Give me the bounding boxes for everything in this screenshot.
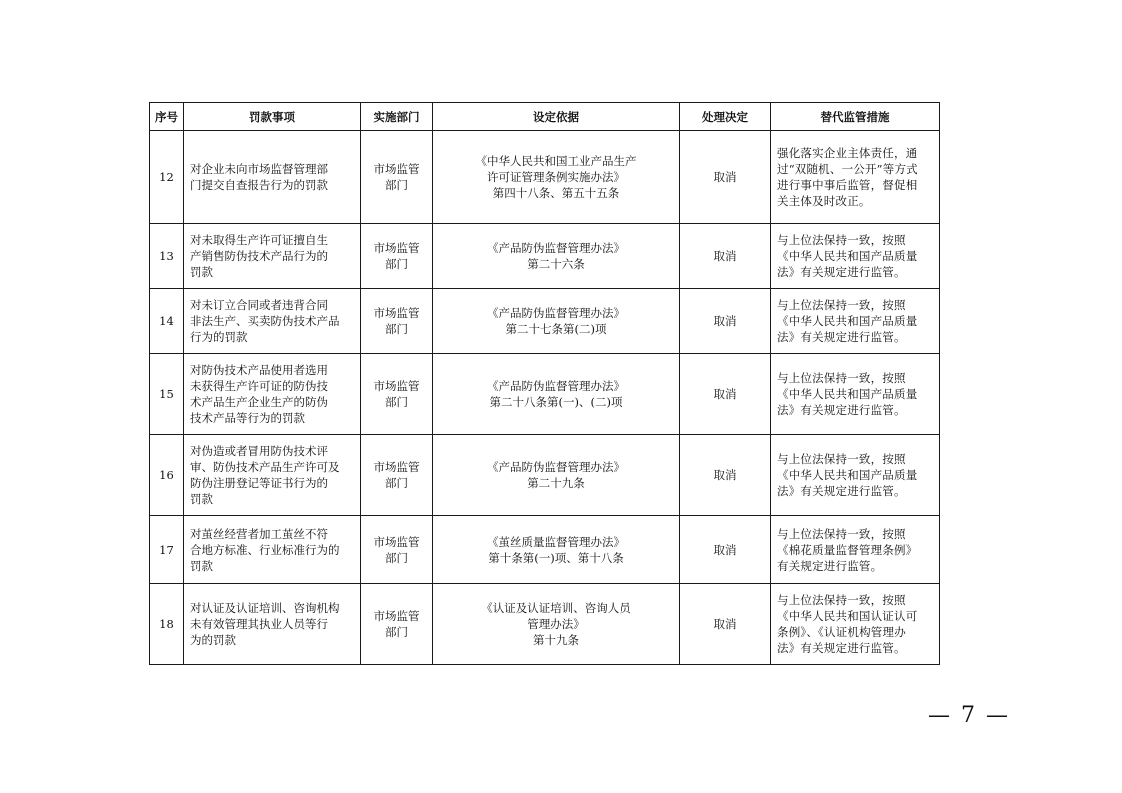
penalty-item: 对伪造或者冒用防伪技术评 审、防伪技术产品生产许可及 防伪注册登记等证书行为的 罚款 bbox=[184, 435, 361, 516]
table-row bbox=[150, 131, 940, 224]
table-row bbox=[150, 289, 940, 354]
table-row bbox=[150, 354, 940, 435]
department: 市场监管 部门 bbox=[361, 289, 433, 354]
penalty-table bbox=[149, 102, 940, 665]
legal-basis: 《产品防伪监督管理办法》 第二十六条 bbox=[433, 224, 680, 289]
header-decision: 处理决定 bbox=[680, 103, 771, 131]
page-number: — 7 — bbox=[928, 703, 1010, 728]
penalty-item: 对认证及认证培训、咨询机构 未有效管理其执业人员等行 为的罚款 bbox=[184, 584, 361, 665]
row-number: 12 bbox=[150, 131, 184, 224]
header-no: 序号 bbox=[150, 103, 184, 131]
alternative-measure: 与上位法保持一致，按照 《中华人民共和国产品质量 法》有关规定进行监管。 bbox=[771, 354, 940, 435]
department: 市场监管 部门 bbox=[361, 584, 433, 665]
decision: 取消 bbox=[680, 354, 771, 435]
decision: 取消 bbox=[680, 224, 771, 289]
decision: 取消 bbox=[680, 516, 771, 584]
department: 市场监管 部门 bbox=[361, 354, 433, 435]
decision: 取消 bbox=[680, 289, 771, 354]
legal-basis: 《产品防伪监督管理办法》 第二十七条第(二)项 bbox=[433, 289, 680, 354]
header-dept: 实施部门 bbox=[361, 103, 433, 131]
row-number: 13 bbox=[150, 224, 184, 289]
row-number: 15 bbox=[150, 354, 184, 435]
legal-basis: 《茧丝质量监督管理办法》 第十条第(一)项、第十八条 bbox=[433, 516, 680, 584]
alternative-measure: 与上位法保持一致，按照 《中华人民共和国认证认可 条例》、《认证机构管理办 法》有关规定进行监管。 bbox=[771, 584, 940, 665]
table-row bbox=[150, 516, 940, 584]
legal-basis: 《产品防伪监督管理办法》 第二十九条 bbox=[433, 435, 680, 516]
legal-basis: 《产品防伪监督管理办法》 第二十八条第(一)、(二)项 bbox=[433, 354, 680, 435]
department: 市场监管 部门 bbox=[361, 435, 433, 516]
department: 市场监管 部门 bbox=[361, 516, 433, 584]
row-number: 16 bbox=[150, 435, 184, 516]
table-header-row bbox=[150, 103, 940, 131]
alternative-measure: 强化落实企业主体责任，通 过“双随机、一公开”等方式 进行事中事后监管，督促相 关主体及时改正。 bbox=[771, 131, 940, 224]
row-number: 18 bbox=[150, 584, 184, 665]
alternative-measure: 与上位法保持一致，按照 《中华人民共和国产品质量 法》有关规定进行监管。 bbox=[771, 435, 940, 516]
penalty-item: 对未订立合同或者违背合同 非法生产、买卖防伪技术产品 行为的罚款 bbox=[184, 289, 361, 354]
header-item: 罚款事项 bbox=[184, 103, 361, 131]
decision: 取消 bbox=[680, 435, 771, 516]
alternative-measure: 与上位法保持一致，按照 《中华人民共和国产品质量 法》有关规定进行监管。 bbox=[771, 224, 940, 289]
table-row bbox=[150, 435, 940, 516]
legal-basis: 《中华人民共和国工业产品生产 许可证管理条例实施办法》 第四十八条、第五十五条 bbox=[433, 131, 680, 224]
decision: 取消 bbox=[680, 131, 771, 224]
header-basis: 设定依据 bbox=[433, 103, 680, 131]
penalty-item: 对未取得生产许可证擅自生 产销售防伪技术产品行为的 罚款 bbox=[184, 224, 361, 289]
alternative-measure: 与上位法保持一致，按照 《中华人民共和国产品质量 法》有关规定进行监管。 bbox=[771, 289, 940, 354]
penalty-item: 对企业未向市场监督管理部 门提交自查报告行为的罚款 bbox=[184, 131, 361, 224]
row-number: 14 bbox=[150, 289, 184, 354]
decision: 取消 bbox=[680, 584, 771, 665]
penalty-item: 对防伪技术产品使用者选用 未获得生产许可证的防伪技 术产品生产企业生产的防伪 技术产品等行为的罚款 bbox=[184, 354, 361, 435]
department: 市场监管 部门 bbox=[361, 131, 433, 224]
header-alternative: 替代监管措施 bbox=[771, 103, 940, 131]
row-number: 17 bbox=[150, 516, 184, 584]
department: 市场监管 部门 bbox=[361, 224, 433, 289]
penalty-item: 对茧丝经营者加工茧丝不符 合地方标准、行业标准行为的 罚款 bbox=[184, 516, 361, 584]
table-row bbox=[150, 224, 940, 289]
alternative-measure: 与上位法保持一致，按照 《棉花质量监督管理条例》 有关规定进行监管。 bbox=[771, 516, 940, 584]
legal-basis: 《认证及认证培训、咨询人员 管理办法》 第十九条 bbox=[433, 584, 680, 665]
table-row bbox=[150, 584, 940, 665]
